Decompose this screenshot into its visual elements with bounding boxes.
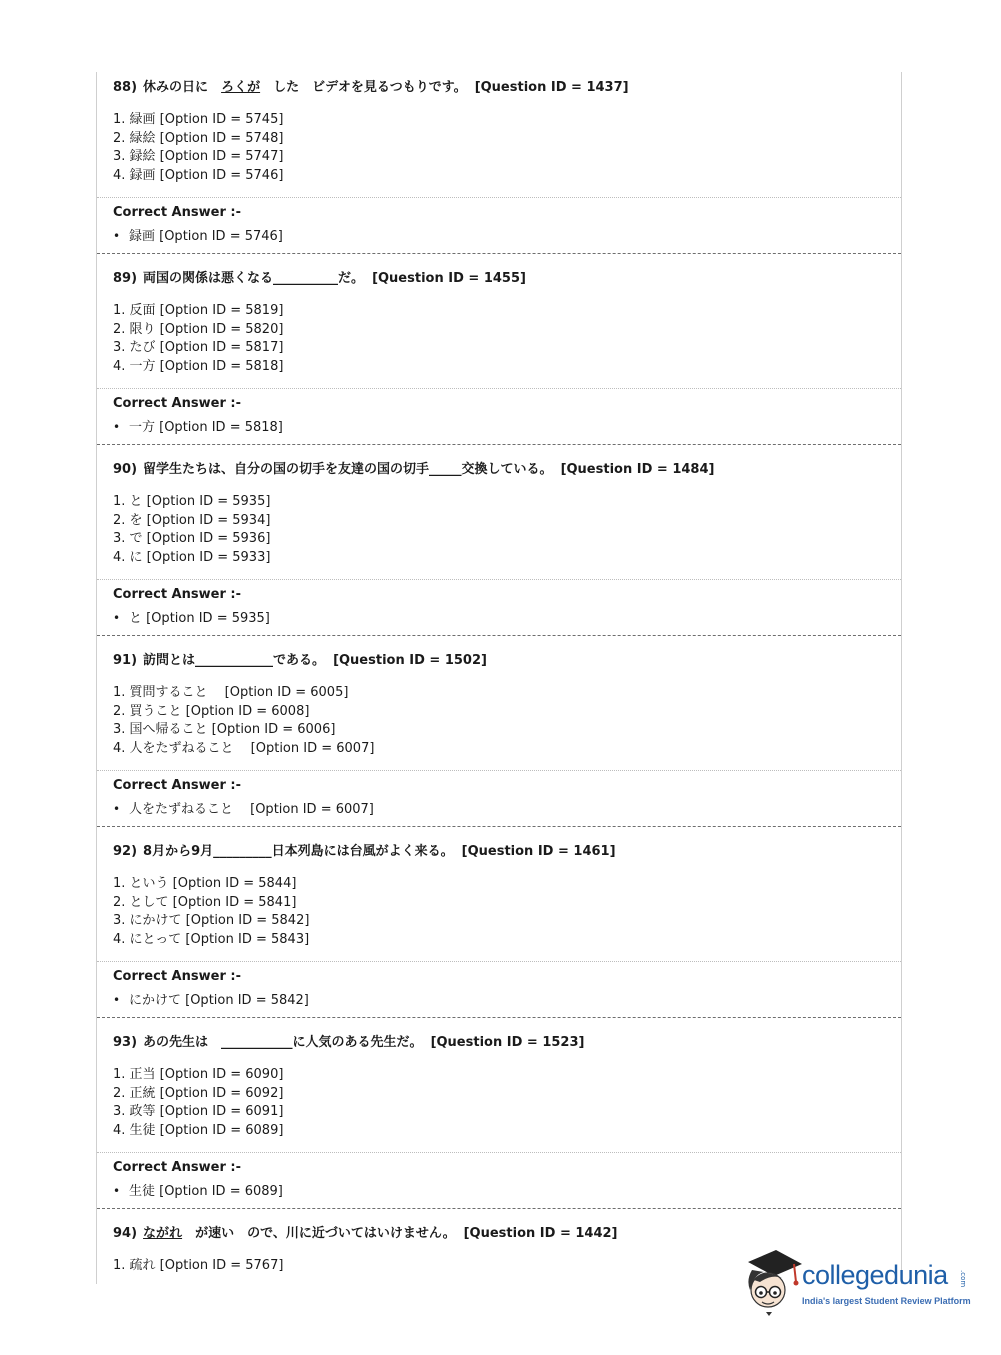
question-id: [Question ID = 1437] (474, 80, 629, 95)
bullet-icon: • (113, 1184, 121, 1198)
option-item: 3. 録絵 [Option ID = 5747] (113, 149, 284, 164)
question-block-93 (97, 1027, 901, 1140)
option-list (113, 684, 901, 758)
bullet-icon: • (113, 611, 121, 625)
answer-block-90 (97, 579, 901, 628)
question-number: 93) (113, 1035, 138, 1050)
underlined-word: ながれ (143, 1226, 183, 1241)
question-title (113, 843, 901, 861)
correct-answer-label: Correct Answer :- (113, 587, 241, 602)
correct-answer-text: 録画 [Option ID = 5746] (129, 229, 283, 244)
question-block-91 (97, 645, 901, 758)
bullet-icon: • (113, 229, 121, 243)
question-title (113, 1225, 901, 1243)
question-block-88 (97, 72, 901, 185)
answer-block-91 (97, 770, 901, 819)
option-item: 4. に [Option ID = 5933] (113, 549, 271, 565)
option-item: 2. として [Option ID = 5841] (113, 894, 297, 910)
bullet-icon: • (113, 993, 121, 1007)
question-number: 92) (113, 844, 138, 859)
correct-answer (113, 227, 901, 246)
option-item: 3. たび [Option ID = 5817] (113, 340, 284, 355)
question-number: 90) (113, 462, 138, 477)
question-number: 91) (113, 653, 138, 668)
option-item: 2. 買うこと [Option ID = 6008] (113, 703, 310, 719)
correct-answer (113, 1182, 901, 1201)
option-list (113, 493, 901, 567)
logo-suffix: .com (959, 1270, 967, 1288)
option-item: 1. と [Option ID = 5935] (113, 494, 271, 509)
option-item: 4. 録画 [Option ID = 5746] (113, 167, 284, 183)
question-text: あの先生は ___________に人気のある先生だ。 (143, 1035, 423, 1050)
correct-answer-text: と [Option ID = 5935] (129, 611, 270, 626)
question-text: 8月から9月_________日本列島には台風がよく来る。 (143, 844, 454, 859)
question-id: [Question ID = 1442] (463, 1226, 618, 1241)
question-separator (97, 1017, 901, 1018)
question-text-rest: した ビデオを見るつもりです。 (273, 80, 467, 95)
question-number: 88) (113, 80, 138, 95)
option-item: 3. で [Option ID = 5936] (113, 531, 271, 546)
option-item: 2. 正統 [Option ID = 6092] (113, 1085, 284, 1101)
correct-answer (113, 418, 901, 437)
option-item: 4. 人をたずねること [Option ID = 6007] (113, 740, 375, 756)
option-item: 1. 反面 [Option ID = 5819] (113, 303, 284, 318)
question-id: [Question ID = 1461] (461, 844, 616, 859)
question-number: 94) (113, 1226, 138, 1241)
option-list (113, 1066, 901, 1140)
mascot-icon (742, 1246, 804, 1316)
correct-answer (113, 609, 901, 628)
correct-answer-text: 一方 [Option ID = 5818] (129, 420, 283, 435)
option-item: 4. にとって [Option ID = 5843] (113, 931, 310, 947)
option-item: 4. 生徒 [Option ID = 6089] (113, 1122, 284, 1138)
correct-answer-text: にかけて [Option ID = 5842] (129, 993, 309, 1008)
option-item: 2. 限り [Option ID = 5820] (113, 321, 284, 337)
bullet-icon: • (113, 420, 121, 434)
question-text: 留学生たちは、自分の国の切手を友達の国の切手_____交換している。 (143, 462, 553, 477)
correct-answer (113, 991, 901, 1010)
question-title (113, 461, 901, 479)
question-text: が速い ので、川に近づいてはいけません。 (195, 1226, 456, 1241)
option-item: 1. 正当 [Option ID = 6090] (113, 1067, 284, 1082)
question-title (113, 652, 901, 670)
correct-answer-label: Correct Answer :- (113, 205, 241, 220)
option-item: 2. を [Option ID = 5934] (113, 512, 271, 528)
collegedunia-logo (742, 1246, 982, 1316)
correct-answer-text: 生徒 [Option ID = 6089] (129, 1184, 283, 1199)
correct-answer-label: Correct Answer :- (113, 1160, 241, 1175)
option-item: 3. 政等 [Option ID = 6091] (113, 1104, 284, 1119)
question-text: 休みの日に (143, 80, 209, 95)
question-separator (97, 826, 901, 827)
underlined-word: ろくが (221, 80, 261, 95)
exam-sheet (96, 72, 902, 1284)
option-list (113, 111, 901, 185)
question-id: [Question ID = 1455] (372, 271, 526, 286)
question-id: [Question ID = 1523] (430, 1035, 585, 1050)
option-item: 1. 質問すること [Option ID = 6005] (113, 685, 349, 700)
option-list (113, 875, 901, 949)
question-text: 訪問とは____________である。 (143, 653, 326, 668)
answer-block-89 (97, 388, 901, 437)
correct-answer (113, 800, 901, 819)
question-separator (97, 253, 901, 254)
question-number: 89) (113, 271, 138, 286)
question-title (113, 79, 901, 97)
option-list (113, 302, 901, 376)
answer-block-92 (97, 961, 901, 1010)
question-block-89 (97, 263, 901, 376)
option-item: 3. 国へ帰ること [Option ID = 6006] (113, 722, 336, 737)
correct-answer-label: Correct Answer :- (113, 969, 241, 984)
answer-block-93 (97, 1152, 901, 1201)
correct-answer-label: Correct Answer :- (113, 778, 241, 793)
question-id: [Question ID = 1502] (333, 653, 487, 668)
option-item: 1. という [Option ID = 5844] (113, 876, 297, 891)
answer-block-88 (97, 197, 901, 246)
question-title (113, 270, 901, 288)
option-item: 2. 緑絵 [Option ID = 5748] (113, 130, 284, 146)
option-item: 4. 一方 [Option ID = 5818] (113, 358, 284, 374)
option-item: 1. 緑画 [Option ID = 5745] (113, 112, 284, 127)
question-title (113, 1034, 901, 1052)
correct-answer-label: Correct Answer :- (113, 396, 241, 411)
logo-wordmark: collegedunia (802, 1260, 948, 1290)
option-item: 3. にかけて [Option ID = 5842] (113, 913, 310, 928)
question-separator (97, 1208, 901, 1209)
question-separator (97, 444, 901, 445)
question-block-92 (97, 836, 901, 949)
question-id: [Question ID = 1484] (560, 462, 715, 477)
question-separator (97, 635, 901, 636)
question-block-90 (97, 454, 901, 567)
correct-answer-text: 人をたずねること [Option ID = 6007] (129, 802, 374, 817)
question-text: 両国の関係は悪くなる__________だ。 (143, 271, 365, 286)
logo-tagline: India's largest Student Review Platform (802, 1296, 971, 1306)
bullet-icon: • (113, 802, 121, 816)
option-item: 1. 疏れ [Option ID = 5767] (113, 1258, 284, 1273)
